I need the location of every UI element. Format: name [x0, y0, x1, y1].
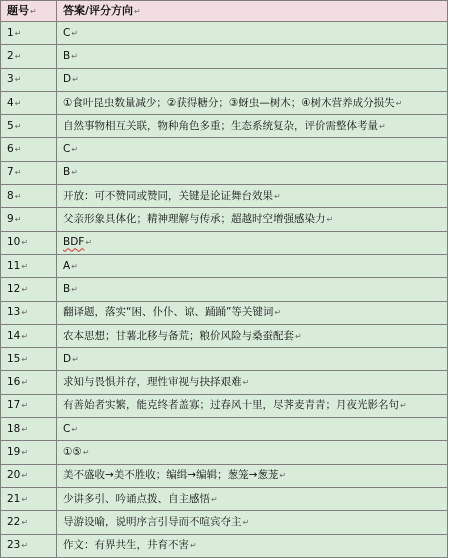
answer-cell: [57, 91, 448, 114]
answer-cell: [57, 68, 448, 91]
answer-text: 有善始者实繁，能克终者盖寡；过春风十里，尽荠麦青青；月夜光影名句: [63, 399, 399, 412]
question-number: 17: [7, 399, 21, 412]
answer-cell: [57, 278, 448, 301]
table-row: [1, 91, 448, 114]
question-number: 14: [7, 329, 21, 342]
answer-cell: [57, 534, 448, 557]
answer-text: 开放：可不赞同或赞同，关键是论证舞台效果: [63, 189, 273, 202]
table-row: [1, 185, 448, 208]
paragraph-mark-icon: ↵: [400, 401, 407, 411]
answer-cell: [57, 441, 448, 464]
paragraph-mark-icon: ↵: [190, 541, 197, 551]
table-row: [1, 464, 448, 487]
paragraph-mark-icon: ↵: [71, 145, 79, 155]
paragraph-mark-icon: ↵: [21, 331, 29, 341]
question-number-cell: [1, 208, 57, 231]
paragraph-mark-icon: ↵: [71, 424, 79, 434]
question-number-cell: [1, 91, 57, 114]
answer-cell: [57, 394, 448, 417]
question-number-cell: [1, 22, 57, 45]
table-row: [1, 511, 448, 534]
answer-text: B: [63, 282, 71, 295]
paragraph-mark-icon: ↵: [395, 98, 403, 108]
question-number: 10: [7, 236, 21, 249]
question-number: 2: [7, 49, 14, 62]
question-number-cell: [1, 441, 57, 464]
answer-cell: [57, 231, 448, 254]
question-number-cell: [1, 534, 57, 557]
paragraph-mark-icon: ↵: [71, 284, 78, 294]
paragraph-mark-icon: ↵: [14, 145, 22, 155]
table-row: [1, 254, 448, 277]
answer-text: 父亲形象具体化；精神理解与传承；超越时空增强感染力: [63, 213, 326, 226]
question-number-cell: [1, 115, 57, 138]
paragraph-mark-icon: ↵: [21, 261, 29, 271]
answer-text: 美不盛收→美不胜收；编缉→编辑；葱笼→葱茏: [63, 469, 279, 482]
paragraph-mark-icon: ↵: [30, 6, 37, 16]
question-number-cell: [1, 324, 57, 347]
question-number: 11: [7, 259, 21, 272]
paragraph-mark-icon: ↵: [21, 308, 29, 318]
paragraph-mark-icon: ↵: [72, 354, 79, 364]
question-number: 12: [7, 282, 21, 295]
question-number-cell: [1, 231, 57, 254]
question-number: 21: [7, 492, 21, 505]
table-row: [1, 371, 448, 394]
paragraph-mark-icon: ↵: [14, 191, 22, 201]
paragraph-mark-icon: ↵: [379, 121, 386, 131]
table-row: [1, 278, 448, 301]
question-number-cell: [1, 68, 57, 91]
paragraph-mark-icon: ↵: [21, 447, 29, 457]
paragraph-mark-icon: ↵: [242, 517, 250, 527]
table-row: [1, 324, 448, 347]
question-number-cell: [1, 511, 57, 534]
paragraph-mark-icon: ↵: [21, 378, 29, 388]
paragraph-mark-icon: ↵: [134, 6, 141, 16]
answer-text: 少讲多引、吟诵点拨、自主感悟: [63, 492, 210, 505]
table-row: [1, 22, 448, 45]
table-row: [1, 138, 448, 161]
paragraph-mark-icon: ↵: [295, 331, 302, 341]
table-row: [1, 208, 448, 231]
question-number-cell: [1, 254, 57, 277]
question-number-cell: [1, 45, 57, 68]
table-row: [1, 418, 448, 441]
answer-text: 农本思想；甘薯北移与备荒；粮价风险与桑蚕配套: [63, 329, 294, 342]
question-number-cell: [1, 487, 57, 510]
paragraph-mark-icon: ↵: [72, 75, 79, 85]
question-number-cell: [1, 371, 57, 394]
answer-text: B: [63, 166, 71, 179]
paragraph-mark-icon: ↵: [21, 284, 29, 294]
answer-cell: [57, 45, 448, 68]
table-row: [1, 301, 448, 324]
paragraph-mark-icon: ↵: [14, 51, 22, 61]
answer-text: 作文：有界共生，井育不害: [63, 539, 189, 552]
table-row: [1, 348, 448, 371]
paragraph-mark-icon: ↵: [326, 215, 334, 225]
answer-text: 翻译题，落实“困、仆仆、谅、踊踊”等关键词: [63, 306, 274, 319]
question-number: 4: [7, 96, 14, 109]
paragraph-mark-icon: ↵: [71, 51, 78, 61]
question-number: 23: [7, 539, 21, 552]
question-number: 3: [7, 73, 14, 86]
question-number-cell: [1, 185, 57, 208]
answer-text: 求知与畏惧并存，理性审视与抉择艰难: [63, 376, 242, 389]
answer-cell: [57, 418, 448, 441]
paragraph-mark-icon: ↵: [14, 168, 22, 178]
table-row: [1, 394, 448, 417]
question-number: 5: [7, 119, 14, 132]
answer-cell: [57, 324, 448, 347]
answer-text: C: [63, 143, 71, 156]
answer-cell: [57, 185, 448, 208]
answer-cell: [57, 22, 448, 45]
paragraph-mark-icon: ↵: [21, 517, 29, 527]
question-number-cell: [1, 394, 57, 417]
question-number-cell: [1, 418, 57, 441]
table-row: [1, 161, 448, 184]
question-number: 7: [7, 166, 14, 179]
answer-cell: [57, 301, 448, 324]
paragraph-mark-icon: ↵: [85, 238, 93, 248]
paragraph-mark-icon: ↵: [21, 494, 29, 504]
answer-text: ①⑤: [63, 445, 82, 458]
answer-text: 导游设喻，说明序言引导而不喧宾夺主: [63, 515, 242, 528]
answer-cell: [57, 487, 448, 510]
answer-text: ①食叶昆虫数量减少；②获得糖分；③蚜虫—树木；④树木营养成分损失: [63, 96, 395, 109]
question-number: 9: [7, 213, 14, 226]
table-row: [1, 231, 448, 254]
table-header-row: [1, 1, 448, 22]
header-question-number: 题号↵: [1, 1, 57, 22]
question-number: 19: [7, 445, 21, 458]
table-row: [1, 45, 448, 68]
question-number: 8: [7, 189, 14, 202]
paragraph-mark-icon: ↵: [242, 378, 250, 388]
question-number: 6: [7, 143, 14, 156]
answer-cell: [57, 208, 448, 231]
paragraph-mark-icon: ↵: [14, 215, 22, 225]
answer-text: C: [63, 422, 71, 435]
answer-cell: [57, 371, 448, 394]
paragraph-mark-icon: ↵: [21, 354, 29, 364]
question-number: 15: [7, 352, 21, 365]
table-row: [1, 115, 448, 138]
question-number: 22: [7, 515, 21, 528]
answer-cell: [57, 348, 448, 371]
question-number: 13: [7, 306, 21, 319]
table-row: [1, 441, 448, 464]
paragraph-mark-icon: ↵: [279, 471, 287, 481]
paragraph-mark-icon: ↵: [21, 471, 29, 481]
question-number: 20: [7, 469, 21, 482]
answer-text: D: [63, 73, 72, 86]
answer-cell: [57, 115, 448, 138]
paragraph-mark-icon: ↵: [71, 28, 79, 38]
question-number-cell: [1, 348, 57, 371]
answer-cell: [57, 511, 448, 534]
paragraph-mark-icon: ↵: [71, 168, 78, 178]
answer-text: B: [63, 49, 71, 62]
paragraph-mark-icon: ↵: [211, 494, 218, 504]
answer-cell: [57, 138, 448, 161]
answer-cell: [57, 464, 448, 487]
paragraph-mark-icon: ↵: [14, 121, 22, 131]
answer-text: C: [63, 26, 71, 39]
answer-text: 自然事物相互关联，物种角色多重；生态系统复杂，评价需整体考量: [63, 119, 378, 132]
table-row: [1, 68, 448, 91]
header-answer-direction: 答案/评分方向↵: [57, 1, 448, 22]
question-number-cell: [1, 278, 57, 301]
paragraph-mark-icon: ↵: [14, 98, 22, 108]
question-number: 16: [7, 376, 21, 389]
paragraph-mark-icon: ↵: [14, 75, 22, 85]
paragraph-mark-icon: ↵: [21, 541, 29, 551]
answer-text: BDF: [63, 236, 85, 249]
question-number-cell: [1, 138, 57, 161]
question-number: 18: [7, 422, 21, 435]
paragraph-mark-icon: ↵: [82, 447, 90, 457]
paragraph-mark-icon: ↵: [71, 261, 78, 271]
paragraph-mark-icon: ↵: [14, 28, 22, 38]
paragraph-mark-icon: ↵: [21, 401, 29, 411]
table-row: [1, 534, 448, 557]
answer-text: A: [63, 259, 71, 272]
paragraph-mark-icon: ↵: [21, 424, 29, 434]
paragraph-mark-icon: ↵: [274, 308, 282, 318]
table-row: [1, 487, 448, 510]
answer-text: D: [63, 352, 72, 365]
answer-cell: [57, 254, 448, 277]
paragraph-mark-icon: ↵: [274, 191, 281, 201]
answer-cell: [57, 161, 448, 184]
paragraph-mark-icon: ↵: [21, 238, 29, 248]
question-number: 1: [7, 26, 14, 39]
question-number-cell: [1, 161, 57, 184]
question-number-cell: [1, 301, 57, 324]
question-number-cell: [1, 464, 57, 487]
